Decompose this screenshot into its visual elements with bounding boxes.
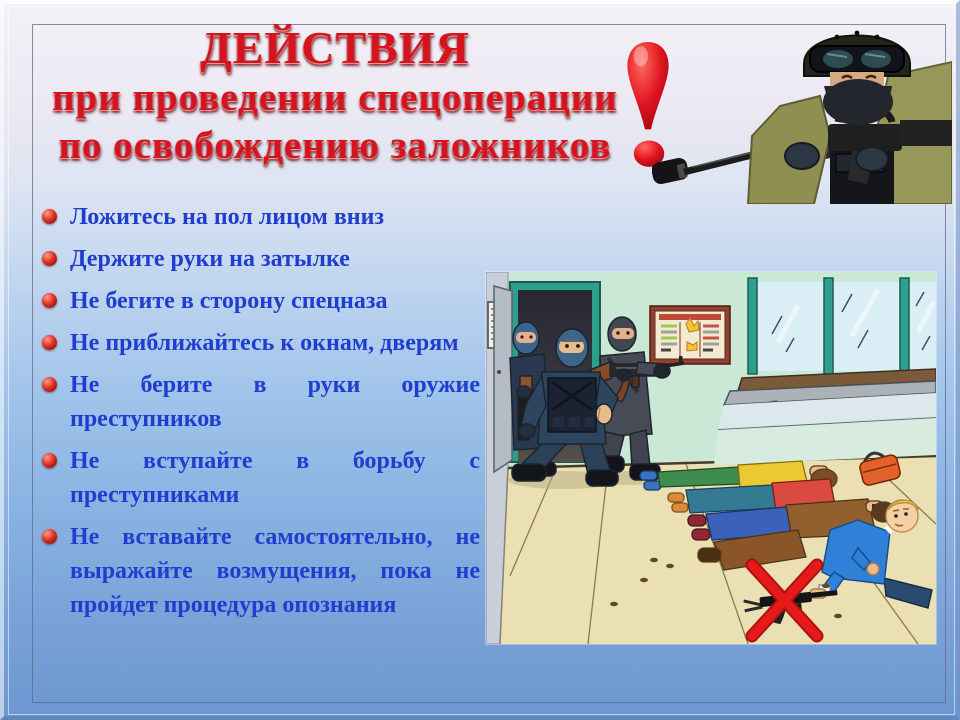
title-line-2: при проведении спецоперации: [52, 76, 618, 119]
list-item-text: Держите руки на затылке: [70, 246, 350, 272]
list-item-text: Ложитесь на пол лицом вниз: [70, 204, 385, 230]
bullet-marker-icon: [42, 293, 57, 308]
list-item: [40, 326, 480, 360]
list-item-text: Не вступайте в борьбу с преступниками: [70, 448, 480, 508]
title-line-3: по освобождению заложников: [58, 124, 612, 167]
bullet-marker-icon: [42, 377, 57, 392]
list-item: [40, 242, 480, 276]
soldier-photo: [652, 4, 952, 204]
bullet-marker-icon: [42, 529, 57, 544]
title-line-1: ДЕЙСТВИЯ: [200, 22, 470, 73]
list-item-text: Не вставайте самостоятельно, не выражайте возмущения, пока не пройдет процедура опознания: [70, 524, 480, 618]
bullet-marker-icon: [42, 209, 57, 224]
instruction-list: [40, 200, 480, 630]
bullet-marker-icon: [42, 453, 57, 468]
bullet-marker-icon: [42, 251, 57, 266]
list-item: [40, 200, 480, 234]
list-item: [40, 444, 480, 512]
list-item-text: Не приближайтесь к окнам, дверям: [70, 330, 459, 356]
list-item-text: Не бегите в сторону спецназа: [70, 288, 388, 314]
bullet-marker-icon: [42, 335, 57, 350]
page-title: [35, 22, 635, 170]
wall-poster: [650, 306, 730, 364]
list-item: [40, 368, 480, 436]
list-item: [40, 520, 480, 622]
hostage-rescue-scene: [486, 272, 936, 644]
list-item: [40, 284, 480, 318]
list-item-text: Не берите в руки оружие преступников: [70, 372, 480, 432]
